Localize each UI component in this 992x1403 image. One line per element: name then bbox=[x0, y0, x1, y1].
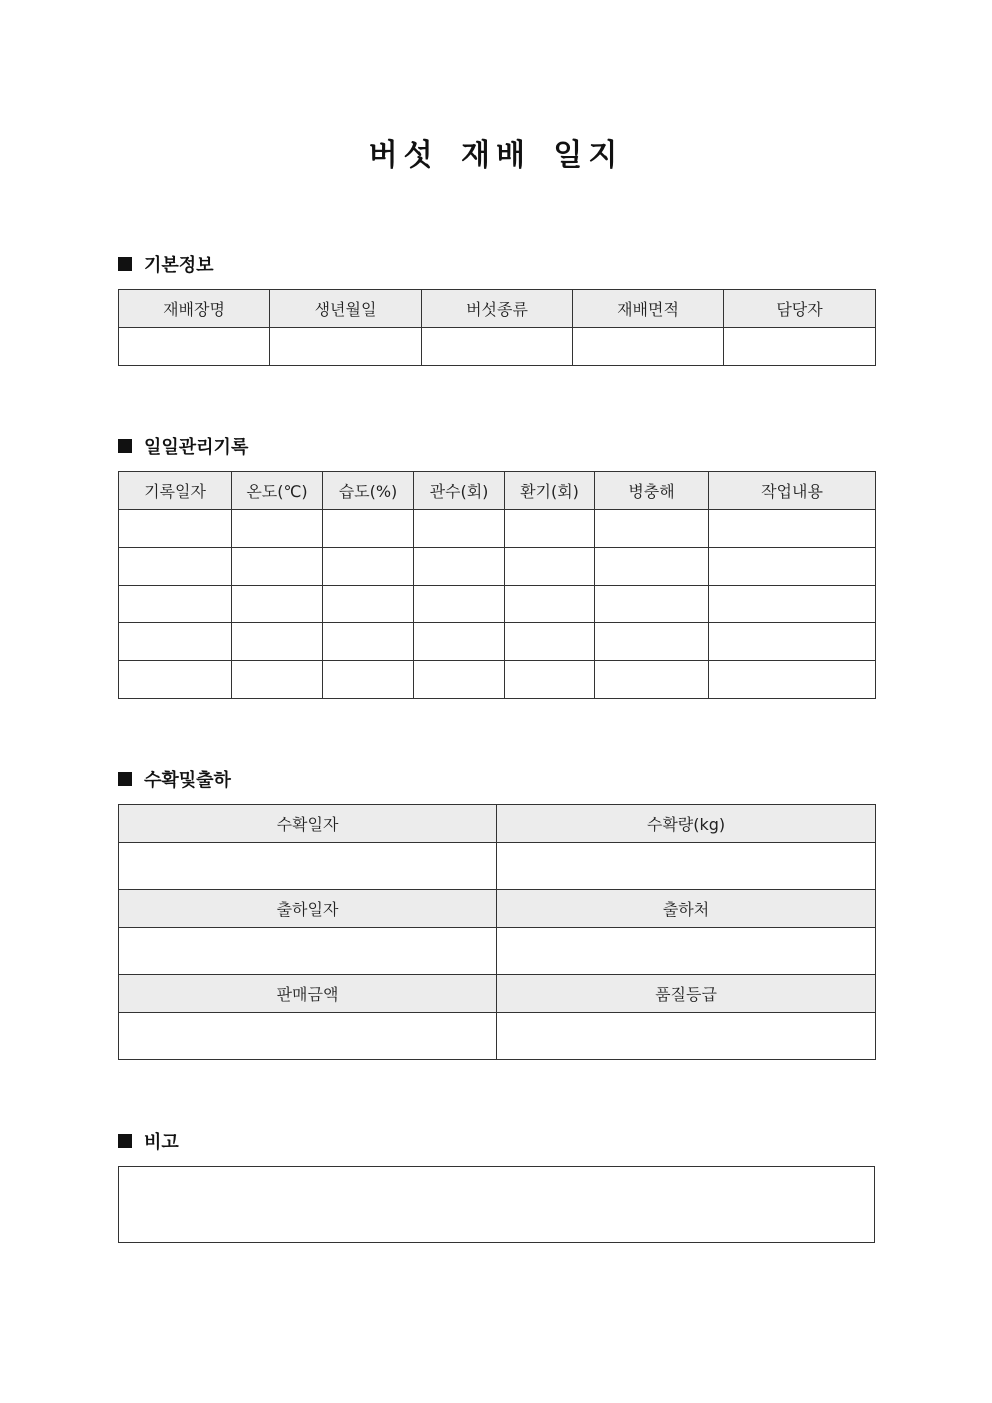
square-bullet-icon bbox=[118, 439, 132, 453]
harvest-label-row bbox=[119, 805, 876, 843]
input-cell[interactable] bbox=[497, 1013, 876, 1060]
input-cell[interactable] bbox=[595, 548, 709, 586]
column-header: 재배장명 bbox=[119, 290, 270, 328]
table-row bbox=[119, 843, 876, 890]
square-bullet-icon bbox=[118, 1134, 132, 1148]
input-cell[interactable] bbox=[323, 510, 414, 548]
input-cell[interactable] bbox=[595, 661, 709, 699]
input-cell[interactable] bbox=[414, 548, 505, 586]
field-label: 판매금액 bbox=[119, 975, 497, 1013]
field-label: 수확일자 bbox=[119, 805, 497, 843]
input-cell[interactable] bbox=[595, 510, 709, 548]
table-row bbox=[119, 548, 876, 586]
column-header: 습도(%) bbox=[323, 472, 414, 510]
field-label: 수확량(kg) bbox=[497, 805, 876, 843]
daily-log-table bbox=[118, 471, 876, 699]
input-cell[interactable] bbox=[414, 510, 505, 548]
input-cell[interactable] bbox=[119, 548, 232, 586]
input-cell[interactable] bbox=[119, 928, 497, 975]
basic-info-table bbox=[118, 289, 876, 366]
input-cell[interactable] bbox=[323, 586, 414, 623]
input-cell[interactable] bbox=[709, 586, 876, 623]
remarks-input-box[interactable] bbox=[118, 1166, 875, 1243]
harvest-label-row bbox=[119, 890, 876, 928]
table-row bbox=[119, 1013, 876, 1060]
input-cell[interactable] bbox=[709, 510, 876, 548]
harvest-heading bbox=[118, 766, 231, 792]
input-cell[interactable] bbox=[414, 623, 505, 661]
input-cell[interactable] bbox=[119, 1013, 497, 1060]
remarks-heading bbox=[118, 1128, 179, 1154]
input-cell[interactable] bbox=[505, 661, 595, 699]
input-cell[interactable] bbox=[232, 661, 323, 699]
input-cell[interactable] bbox=[724, 328, 876, 366]
input-cell[interactable] bbox=[119, 661, 232, 699]
input-cell[interactable] bbox=[323, 661, 414, 699]
harvest-table bbox=[118, 804, 876, 1060]
table-row bbox=[119, 328, 876, 366]
harvest-label-row bbox=[119, 975, 876, 1013]
remarks-heading-label: 비고 bbox=[144, 1132, 179, 1153]
field-label: 품질등급 bbox=[497, 975, 876, 1013]
input-cell[interactable] bbox=[595, 623, 709, 661]
input-cell[interactable] bbox=[505, 548, 595, 586]
table-row bbox=[119, 510, 876, 548]
input-cell[interactable] bbox=[709, 623, 876, 661]
input-cell[interactable] bbox=[573, 328, 724, 366]
daily-log-heading bbox=[118, 433, 248, 459]
input-cell[interactable] bbox=[119, 843, 497, 890]
input-cell[interactable] bbox=[323, 623, 414, 661]
input-cell[interactable] bbox=[232, 623, 323, 661]
column-header: 환기(회) bbox=[505, 472, 595, 510]
input-cell[interactable] bbox=[422, 328, 573, 366]
column-header: 관수(회) bbox=[414, 472, 505, 510]
input-cell[interactable] bbox=[232, 510, 323, 548]
input-cell[interactable] bbox=[497, 843, 876, 890]
document-title: 버섯 재배 일지 bbox=[368, 138, 624, 173]
column-header: 작업내용 bbox=[709, 472, 876, 510]
input-cell[interactable] bbox=[595, 586, 709, 623]
input-cell[interactable] bbox=[323, 548, 414, 586]
square-bullet-icon bbox=[118, 772, 132, 786]
input-cell[interactable] bbox=[119, 510, 232, 548]
table-row bbox=[119, 928, 876, 975]
table-row bbox=[119, 623, 876, 661]
column-header: 기록일자 bbox=[119, 472, 232, 510]
input-cell[interactable] bbox=[119, 328, 270, 366]
input-cell[interactable] bbox=[119, 623, 232, 661]
input-cell[interactable] bbox=[232, 586, 323, 623]
basic-info-header-row bbox=[119, 290, 876, 328]
input-cell[interactable] bbox=[505, 510, 595, 548]
input-cell[interactable] bbox=[119, 586, 232, 623]
input-cell[interactable] bbox=[709, 548, 876, 586]
column-header: 병충해 bbox=[595, 472, 709, 510]
input-cell[interactable] bbox=[709, 661, 876, 699]
column-header: 생년월일 bbox=[270, 290, 422, 328]
square-bullet-icon bbox=[118, 257, 132, 271]
daily-log-heading-label: 일일관리기록 bbox=[144, 437, 249, 458]
basic-info-heading bbox=[118, 251, 214, 277]
input-cell[interactable] bbox=[505, 623, 595, 661]
column-header: 담당자 bbox=[724, 290, 876, 328]
field-label: 출하처 bbox=[497, 890, 876, 928]
harvest-heading-label: 수확및출하 bbox=[144, 770, 231, 791]
basic-info-heading-label: 기본정보 bbox=[144, 255, 214, 276]
daily-log-header-row bbox=[119, 472, 876, 510]
column-header: 온도(℃) bbox=[232, 472, 323, 510]
table-row bbox=[119, 586, 876, 623]
input-cell[interactable] bbox=[497, 928, 876, 975]
column-header: 버섯종류 bbox=[422, 290, 573, 328]
input-cell[interactable] bbox=[414, 586, 505, 623]
input-cell[interactable] bbox=[270, 328, 422, 366]
field-label: 출하일자 bbox=[119, 890, 497, 928]
input-cell[interactable] bbox=[414, 661, 505, 699]
input-cell[interactable] bbox=[505, 586, 595, 623]
column-header: 재배면적 bbox=[573, 290, 724, 328]
table-row bbox=[119, 661, 876, 699]
input-cell[interactable] bbox=[232, 548, 323, 586]
